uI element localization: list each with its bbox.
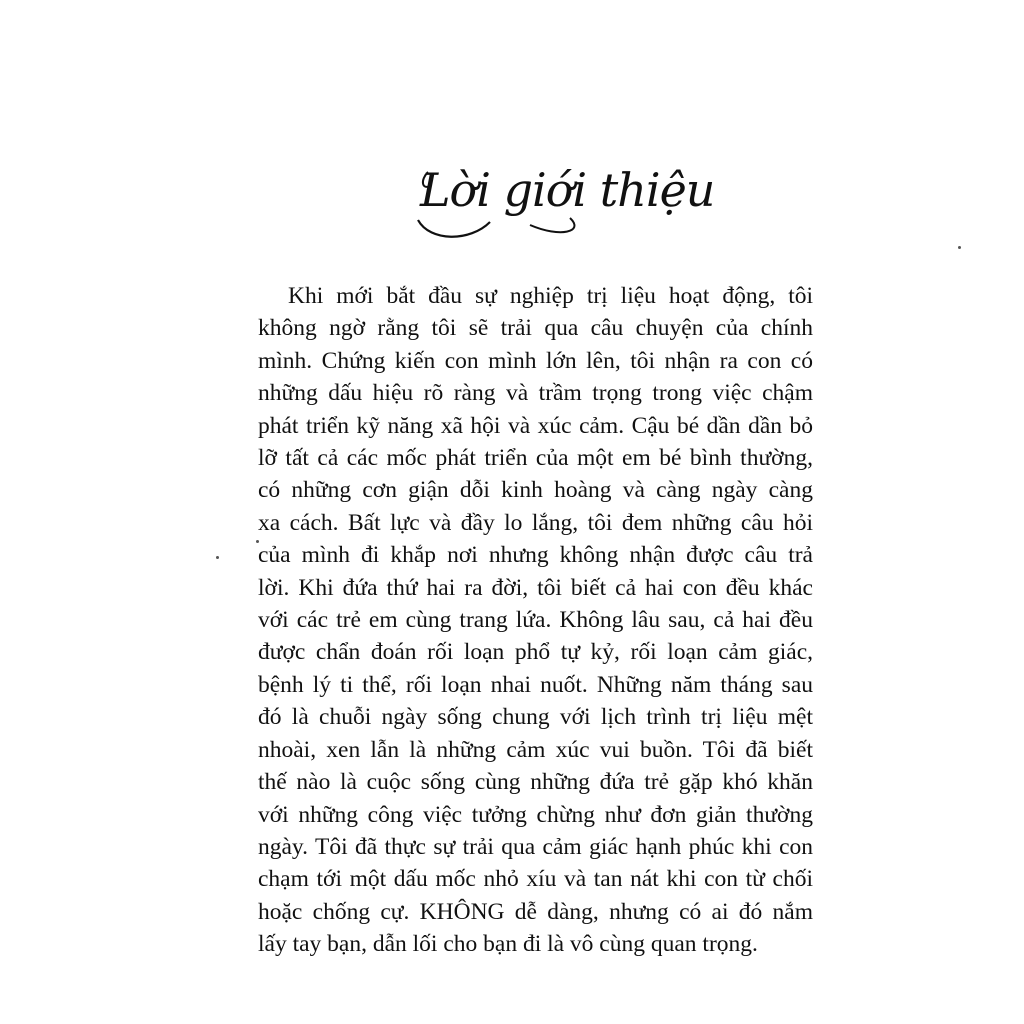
paragraph-line: nhoài, xen lẫn là những cảm xúc vui buồn. Tôi đã biết (258, 736, 813, 763)
paragraph-line: được chẩn đoán rối loạn phổ tự kỷ, rối loạn cảm giác, (258, 639, 813, 666)
paragraph-line: đó là chuỗi ngày sống chung với lịch trình trị liệu mệt (258, 704, 813, 731)
intro-paragraph (258, 280, 813, 961)
paragraph-line: xa cách. Bất lực và đầy lo lắng, tôi đem những câu hỏi (258, 509, 813, 536)
paragraph-line: có những cơn giận dỗi kinh hoàng và càng ngày càng (258, 477, 813, 504)
paragraph-line: những dấu hiệu rõ ràng và trầm trọng trong việc chậm (258, 380, 813, 407)
paragraph-line: của mình đi khắp nơi nhưng không nhận được câu trả (258, 542, 813, 569)
scan-speck (958, 246, 961, 249)
paragraph-line: bệnh lý ti thể, rối loạn nhai nuốt. Những năm tháng sau (258, 671, 813, 698)
paragraph-line: lỡ tất cả các mốc phát triển của một em bé bình thường, (258, 445, 813, 472)
paragraph-line: không ngờ rằng tôi sẽ trải qua câu chuyện của chính (258, 315, 813, 342)
paragraph-line: lời. Khi đứa thứ hai ra đời, tôi biết cả hai con đều khác (258, 574, 813, 601)
paragraph-line: mình. Chứng kiến con mình lớn lên, tôi nhận ra con có (258, 347, 813, 374)
scan-speck (216, 556, 219, 559)
paragraph-line: lấy tay bạn, dẫn lối cho bạn đi là vô cùng quan trọng. (258, 931, 758, 958)
paragraph-line: ngày. Tôi đã thực sự trải qua cảm giác hạnh phúc khi con (258, 833, 813, 860)
chapter-title (410, 150, 715, 250)
paragraph-line: phát triển kỹ năng xã hội và xúc cảm. Cậu bé dần dần bỏ (258, 412, 813, 439)
paragraph-line: hoặc chống cự. KHÔNG dễ dàng, nhưng có ai đó nắm (258, 898, 813, 925)
scan-speck (256, 540, 259, 543)
paragraph-line: chạm tới một dấu mốc nhỏ xíu và tan nát khi con từ chối (258, 866, 813, 893)
paragraph-line: Khi mới bắt đầu sự nghiệp trị liệu hoạt động, tôi (288, 283, 813, 309)
chapter-title-text: Lời giới thiệu (420, 163, 715, 217)
paragraph-line: thế nào là cuộc sống cùng những đứa trẻ gặp khó khăn (258, 769, 813, 796)
paragraph-line: với những công việc tưởng chừng như đơn giản thường (258, 801, 813, 828)
paragraph-line: với các trẻ em cùng trang lứa. Không lâu sau, cả hai đều (258, 607, 813, 634)
